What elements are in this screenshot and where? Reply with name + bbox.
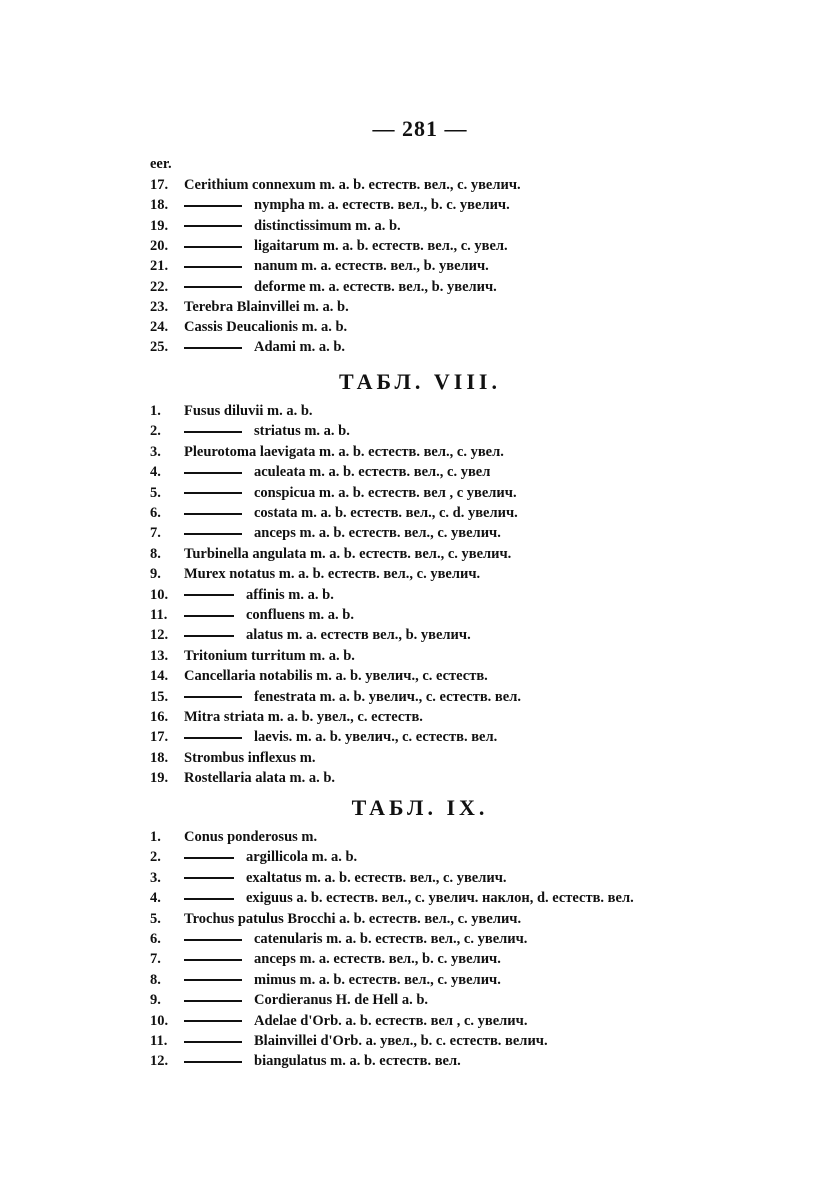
ditto-dash (184, 347, 242, 349)
list-item (150, 869, 507, 887)
list-item (150, 524, 501, 542)
item-text: laevis. m. a. b. увелич., c. естеств. вел. (254, 729, 498, 746)
item-text: Rostellaria alata m. a. b. (184, 770, 336, 787)
item-number: 7. (150, 525, 161, 542)
list-item (150, 176, 521, 194)
page-number: — 281 — (372, 116, 468, 141)
item-text: Adelae d'Orb. a. b. естеств. вел , c. увелич. (254, 1012, 528, 1029)
item-text: ligaitarum m. a. b. естеств. вел., c. увел. (254, 237, 508, 254)
item-text: Strombus inflexus m. (184, 749, 316, 766)
list-item (150, 298, 349, 316)
list-item (150, 257, 489, 275)
item-text: Adami m. a. b. (254, 339, 346, 356)
item-number: 9. (150, 566, 161, 583)
list-item (150, 708, 423, 726)
item-text: Conus ponderosus m. (184, 829, 318, 845)
list-item (150, 565, 480, 583)
ditto-dash (184, 898, 234, 900)
item-text: Mitra striata m. a. b. увел., c. естеств. (184, 709, 423, 725)
item-text: Murex notatus m. a. b. естеств. вел., c. увелич. (184, 566, 481, 583)
item-text: Blainvillei d'Orb. a. увел., b. c. естеств. велич. (254, 1033, 548, 1049)
item-text: deforme m. a. естеств. вел., b. увелич. (254, 278, 497, 295)
ditto-dash (184, 939, 242, 941)
ditto-dash (184, 1020, 242, 1022)
item-text: mimus m. a. b. естеств. вел., c. увелич. (254, 971, 501, 988)
plate-heading-viii: ТАБЛ. VIII. (339, 369, 501, 394)
list-item (150, 338, 345, 356)
ditto-dash (184, 286, 242, 288)
ditto-dash (184, 205, 242, 207)
item-number: 25. (150, 339, 169, 356)
item-number: 1. (150, 403, 161, 419)
item-text: Turbinella angulata m. a. b. естеств. вел., c. увелич. (184, 545, 512, 562)
item-number: 2. (150, 849, 161, 866)
item-number: 17. (150, 729, 169, 746)
list-item (150, 1032, 548, 1050)
item-text: anceps m. a. b. естеств. вел., c. увелич. (254, 525, 501, 542)
list-item (150, 237, 508, 255)
item-number: 3. (150, 443, 161, 460)
ditto-dash (184, 635, 234, 637)
item-text: Tritonium turritum m. a. b. (184, 647, 355, 664)
list-item (150, 1012, 527, 1030)
list-item (150, 196, 510, 214)
item-text: Trochus patulus Brocchi a. b. естеств. вел., c. увелич. (184, 910, 522, 927)
list-item (150, 728, 497, 746)
list-item (150, 463, 490, 481)
list-item (150, 688, 521, 706)
item-number: 4. (150, 464, 161, 481)
ditto-dash (184, 246, 242, 248)
item-number: 8. (150, 545, 161, 562)
ditto-dash (184, 979, 242, 981)
ditto-dash (184, 696, 242, 698)
item-text: exiguus a. b. естеств. вел., c. увелич. наклон, d. естеств. вел. (246, 890, 634, 907)
item-text: aculeata m. a. b. естеств. вел., c. увел (254, 464, 491, 481)
item-text: catenularis m. a. b. естеств. вел., c. увелич. (254, 931, 528, 947)
item-number: 12. (150, 1053, 169, 1070)
item-text: fenestrata m. a. b. увелич., c. естеств. вел. (254, 688, 521, 705)
item-text: alatus m. a. естеств вел., b. увелич. (246, 627, 471, 644)
item-number: 3. (150, 869, 161, 886)
item-number: 6. (150, 931, 161, 947)
item-number: 6. (150, 505, 161, 521)
ditto-dash (184, 594, 234, 596)
item-number: 13. (150, 647, 169, 664)
item-text: nympha m. a. естеств. вел., b. c. увелич. (254, 197, 510, 214)
item-text: biangulatus m. a. b. естеств. вел. (254, 1053, 461, 1070)
item-number: 19. (150, 217, 169, 234)
list-item (150, 667, 488, 685)
list-item (150, 971, 501, 989)
item-text: Fusus diluvii m. a. b. (184, 403, 313, 419)
list-item (150, 950, 501, 968)
item-number: 15. (150, 688, 169, 705)
ditto-dash (184, 1041, 242, 1043)
list-item (150, 647, 355, 665)
item-text: Cancellaria notabilis m. a. b. увелич., c. естеств. (184, 668, 488, 685)
item-number: 17. (150, 177, 169, 193)
ditto-dash (184, 492, 242, 494)
ditto-dash (184, 1061, 242, 1063)
item-number: 20. (150, 237, 169, 254)
ditto-dash (184, 615, 234, 617)
list-item (150, 422, 350, 440)
item-text: Terebra Blainvillei m. a. b. (184, 298, 349, 315)
item-number: 10. (150, 1012, 169, 1029)
item-text: confluens m. a. b. (246, 607, 354, 623)
item-number: 21. (150, 258, 169, 275)
list-item (150, 910, 521, 928)
item-text: anceps m. a. естеств. вел., b. c. увелич. (254, 951, 501, 968)
item-text: affinis m. a. b. (246, 586, 334, 603)
item-text: nanum m. a. естеств. вел., b. увелич. (254, 258, 489, 275)
ditto-dash (184, 737, 242, 739)
item-number: 7. (150, 951, 161, 968)
item-number: 4. (150, 890, 161, 907)
item-text: conspicua m. a. b. естеств. вел , c увелич. (254, 484, 517, 501)
item-number: 24. (150, 319, 169, 336)
item-number: 22. (150, 278, 169, 295)
item-number: 16. (150, 709, 169, 725)
ditto-dash (184, 959, 242, 961)
item-number: 5. (150, 910, 161, 927)
item-number: 2. (150, 423, 161, 440)
list-item (150, 889, 634, 907)
plate-heading-ix: ТАБЛ. IX. (351, 795, 489, 820)
ditto-dash (184, 472, 242, 474)
ditto-dash (184, 533, 242, 535)
item-text: distinctissimum m. a. b. (254, 217, 401, 234)
list-item (150, 626, 471, 644)
item-number: 14. (150, 668, 169, 685)
list-item (150, 318, 347, 336)
list-item (150, 586, 334, 604)
list-item (150, 930, 527, 948)
list-item (150, 828, 317, 846)
item-number: 11. (150, 607, 168, 623)
ditto-dash (184, 877, 234, 879)
item-number: 5. (150, 484, 161, 501)
item-text: striatus m. a. b. (254, 423, 350, 440)
ditto-dash (184, 431, 242, 433)
ditto-dash (184, 857, 234, 859)
list-item (150, 991, 428, 1009)
item-number: 12. (150, 627, 169, 644)
ditto-dash (184, 266, 242, 268)
list-item (150, 443, 504, 461)
item-text: argillicola m. a. b. (246, 849, 358, 866)
item-number: 10. (150, 586, 169, 603)
item-text: Cerithium connexum m. a. b. естеств. вел., c. увелич. (184, 177, 521, 193)
item-number: 19. (150, 770, 169, 787)
carry-over-text: eer. (150, 156, 172, 172)
item-text: Cassis Deucalionis m. a. b. (184, 319, 348, 336)
list-item (150, 606, 354, 624)
item-number: 9. (150, 992, 161, 1009)
list-item (150, 504, 518, 522)
list-item (150, 484, 517, 502)
ditto-dash (184, 225, 242, 227)
list-item (150, 848, 357, 866)
item-number: 11. (150, 1033, 168, 1049)
item-number: 18. (150, 197, 169, 214)
item-text: Cordieranus H. de Hell a. b. (254, 992, 429, 1009)
list-item (150, 1052, 461, 1070)
item-text: costata m. a. b. естеств. вел., c. d. увелич. (254, 505, 518, 521)
list-item (150, 278, 497, 296)
list-item (150, 769, 335, 787)
list-item (150, 402, 313, 420)
ditto-dash (184, 513, 242, 515)
list-item (150, 217, 401, 235)
item-text: Pleurotoma laevigata m. a. b. естеств. вел., c. увел. (184, 443, 504, 460)
item-number: 8. (150, 971, 161, 988)
item-number: 18. (150, 749, 169, 766)
item-number: 1. (150, 829, 161, 845)
item-text: exaltatus m. a. b. естеств. вел., c. увелич. (246, 869, 507, 886)
list-item (150, 545, 511, 563)
list-item (150, 749, 315, 767)
ditto-dash (184, 1000, 242, 1002)
item-number: 23. (150, 298, 169, 315)
